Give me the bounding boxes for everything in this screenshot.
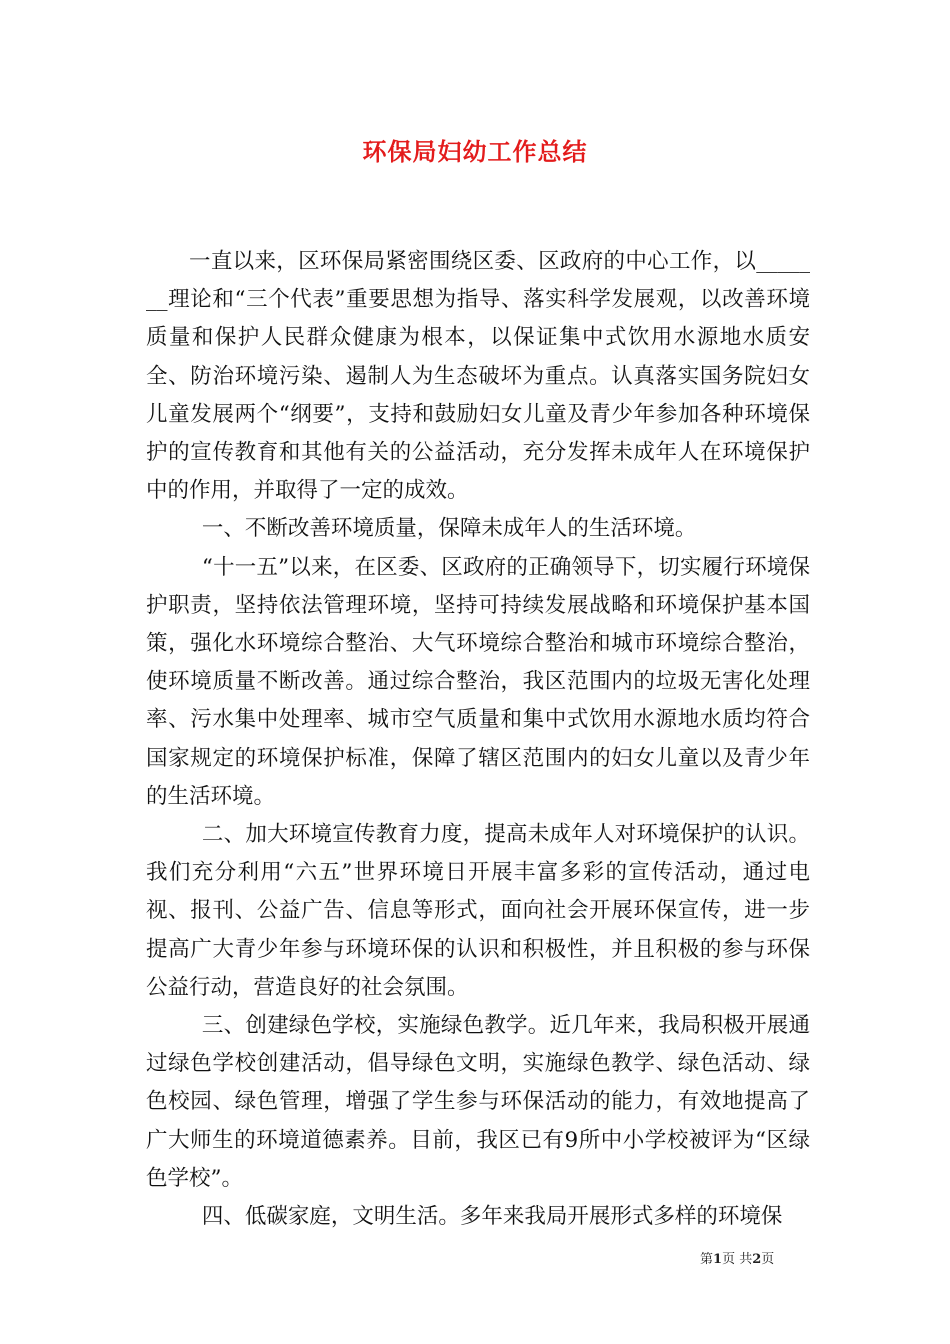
section-heading-1: 一、不断改善环境质量，保障未成年人的生活环境。 [201, 516, 697, 542]
footer-middle: 页 共 [722, 1252, 753, 1267]
page-footer [700, 1248, 774, 1267]
paragraph-section-3: 三、创建绿色学校，实施绿色教学。近几年来，我局积极开展通过绿色学校创建活动，倡导绿色文明，实施绿色教学、绿色活动、绿色校园、绿色管理，增强了学生参与环保活动的能力，有效地提高了广大师生的环境道德素养。目前，我区已有9所中小学校被评为“区绿色学校”。 [146, 1013, 810, 1191]
footer-total-pages: 2 [752, 1252, 762, 1267]
document-body [146, 243, 810, 1236]
paragraph-section-4: 四、低碳家庭，文明生活。多年来我局开展形式多样的环境保 [201, 1204, 783, 1230]
document-title: 环保局妇幼工作总结 [362, 137, 588, 166]
footer-current-page: 1 [713, 1252, 723, 1267]
paragraph-section-1: “十一五”以来，在区委、区政府的正确领导下，切实履行环境保护职责，坚持依法管理环境，坚持可持续发展战略和环境保护基本国策，强化水环境综合整治、大气环境综合整治和城市环境综合整治，使环境质量不断改善。通过综合整治，我区范围内的垃圾无害化处理率、污水集中处理率、城市空气质量和集中式饮用水源地水质均符合国家规定的环境保护标准，保障了辖区范围内的妇女儿童以及青少年的生活环境。 [146, 554, 810, 809]
footer-prefix: 第 [700, 1252, 714, 1267]
paragraph-intro: 一直以来，区环保局紧密围绕区委、区政府的中心工作，以_______理论和“三个代表”重要思想为指导、落实科学发展观，以改善环境质量和保护人民群众健康为根本，以保证集中式饮用水源地水质安全、防治环境污染、遏制人为生态破坏为重点。认真落实国务院妇女儿童发展两个“纲要”，支持和鼓励妇女儿童及青少年参加各种环境保护的宣传教育和其他有关的公益活动，充分发挥未成年人在环境保护中的作用，并取得了一定的成效。 [146, 249, 810, 504]
footer-suffix: 页 [761, 1252, 775, 1267]
paragraph-section-2: 二、加大环境宣传教育力度，提高未成年人对环境保护的认识。我们充分利用“六五”世界环境日开展丰富多彩的宣传活动，通过电视、报刊、公益广告、信息等形式，面向社会开展环保宣传，进一步提高广大青少年参与环境环保的认识和积极性，并且积极的参与环保公益行动，营造良好的社会氛围。 [146, 822, 810, 1000]
